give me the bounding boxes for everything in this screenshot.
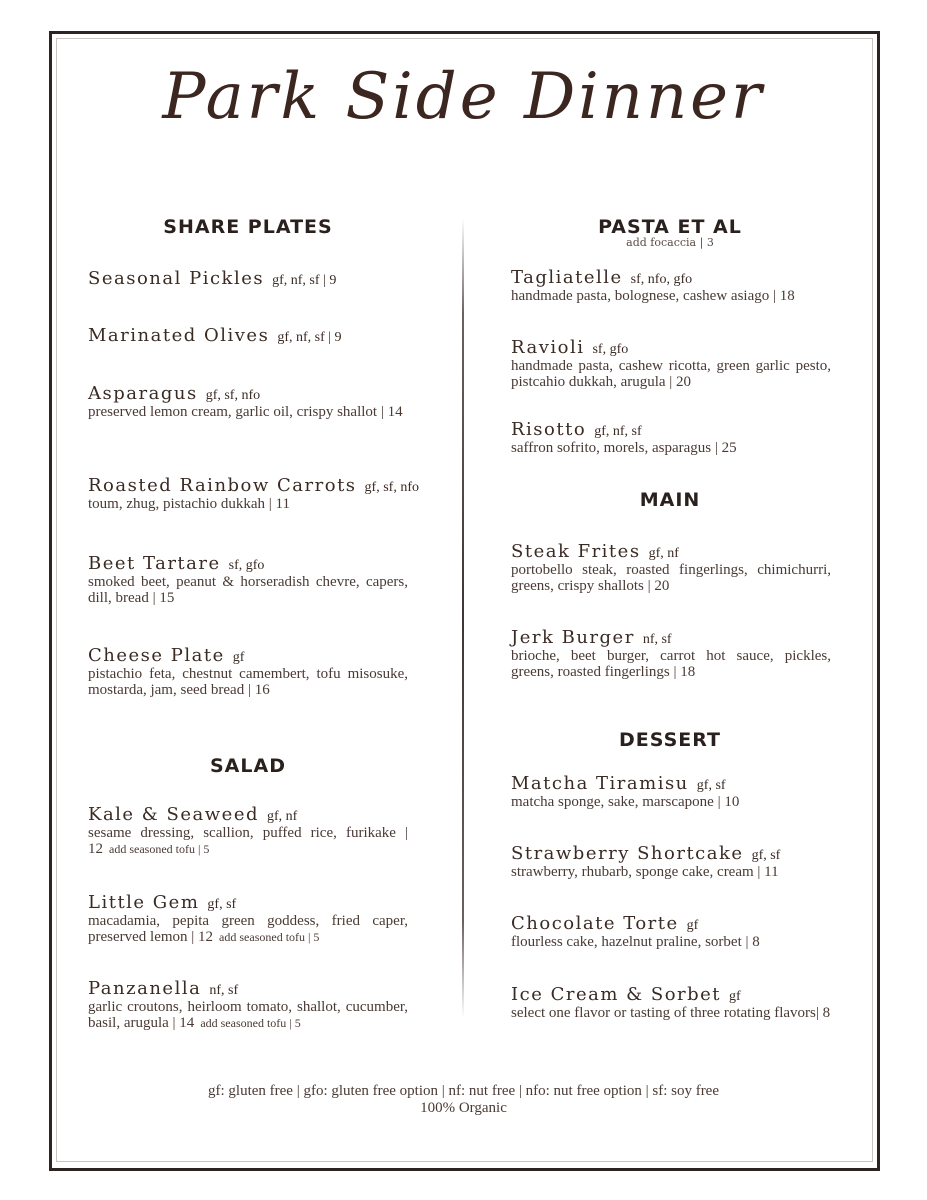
item-name: Chocolate Torte: [511, 913, 679, 934]
item-name: Asparagus: [88, 383, 198, 404]
menu-item: [511, 267, 831, 304]
menu-item: [88, 268, 408, 289]
item-tags: nf, sf: [209, 983, 239, 998]
menu-item: [88, 383, 408, 420]
item-description: [88, 999, 408, 1031]
menu-item: [511, 843, 831, 880]
heading-pasta: PASTA ET AL: [598, 216, 742, 238]
menu-item: [88, 475, 419, 512]
menu-item: [88, 892, 408, 945]
heading-salad: SALAD: [210, 755, 286, 777]
item-tags: gf, nf: [648, 546, 679, 561]
heading-share-plates: SHARE PLATES: [163, 216, 333, 238]
item-name: Beet Tartare: [88, 553, 221, 574]
item-tags: gf, sf: [696, 778, 726, 793]
item-description: brioche, beet burger, carrot hot sauce, pickles, greens, roasted fingerlings | 18: [511, 648, 831, 680]
item-description: select one flavor or tasting of three rotating flavors| 8: [511, 1005, 831, 1021]
item-tags: gf: [686, 918, 699, 933]
item-description: handmade pasta, cashew ricotta, green garlic pesto, pistcahio dukkah, arugula | 20: [511, 358, 831, 390]
item-description: pistachio feta, chestnut camembert, tofu misosuke, mostarda, jam, seed bread | 16: [88, 666, 408, 698]
menu-item: [88, 553, 408, 606]
item-name: Tagliatelle: [511, 267, 623, 288]
item-description: smoked beet, peanut & horseradish chevre, capers, dill, bread | 15: [88, 574, 408, 606]
item-tags: gf, nf, sf: [594, 424, 642, 439]
item-description: portobello steak, roasted fingerlings, chimichurri, greens, crispy shallots | 20: [511, 562, 831, 594]
item-name: Risotto: [511, 419, 587, 440]
item-description-text: sesame dressing, scallion, puffed rice, furikake | 12: [88, 825, 408, 857]
menu-item: [88, 325, 408, 346]
item-name: Jerk Burger: [511, 627, 635, 648]
menu-item: [511, 541, 831, 594]
menu-item: [88, 978, 408, 1031]
item-name: Cheese Plate: [88, 645, 225, 666]
item-description: [88, 825, 408, 857]
item-description: flourless cake, hazelnut praline, sorbet | 8: [511, 934, 760, 950]
item-name: Marinated Olives: [88, 325, 270, 346]
item-description: handmade pasta, bolognese, cashew asiago | 18: [511, 288, 795, 304]
item-tags: gf, sf, nfo: [205, 388, 261, 403]
item-addon: add seasoned tofu | 5: [109, 842, 210, 856]
item-name: Strawberry Shortcake: [511, 843, 744, 864]
menu-item: [511, 773, 831, 810]
item-tags: gf, nf: [267, 809, 298, 824]
item-description: preserved lemon cream, garlic oil, crispy shallot | 14: [88, 404, 403, 420]
heading-dessert: DESSERT: [619, 729, 721, 751]
item-addon: add seasoned tofu | 5: [219, 930, 320, 944]
item-tags: nf, sf: [642, 632, 672, 647]
item-description: [88, 913, 408, 945]
item-tags: sf, gfo: [228, 558, 265, 573]
item-tags: gf, sf, nfo: [364, 480, 419, 495]
menu-item: [511, 627, 831, 680]
item-name: Seasonal Pickles: [88, 268, 265, 289]
item-description-text: macadamia, pepita green goddess, fried caper, preserved lemon | 12: [88, 913, 408, 945]
item-name: Steak Frites: [511, 541, 641, 562]
menu-item: [88, 645, 408, 698]
column-divider: [462, 218, 464, 1018]
menu-item: [511, 337, 831, 390]
item-name: Little Gem: [88, 892, 200, 913]
menu-item: [511, 419, 831, 456]
item-tags: gf, nf, sf | 9: [277, 330, 342, 345]
item-description: strawberry, rhubarb, sponge cake, cream | 11: [511, 864, 779, 880]
menu-item: [511, 913, 831, 950]
item-name: Ravioli: [511, 337, 585, 358]
pasta-subheading: add focaccia | 3: [626, 236, 714, 249]
item-addon: add seasoned tofu | 5: [200, 1016, 301, 1030]
item-tags: gf: [232, 650, 245, 665]
item-name: Roasted Rainbow Carrots: [88, 475, 357, 496]
menu-title-text: Park Side Dinner: [162, 60, 765, 134]
item-tags: gf, sf: [751, 848, 781, 863]
footer-organic: 100% Organic: [420, 1100, 507, 1116]
item-tags: sf, gfo: [592, 342, 629, 357]
menu-item: [511, 984, 831, 1021]
menu-item: [88, 804, 408, 857]
heading-main: MAIN: [639, 489, 701, 511]
item-tags: gf: [729, 989, 741, 1004]
footer: [0, 1083, 927, 1117]
footer-legend: gf: gluten free | gfo: gluten free option | nf: nut free | nfo: nut free option | sf: soy free: [207, 1083, 720, 1099]
item-name: Kale & Seaweed: [88, 804, 260, 825]
item-name: Matcha Tiramisu: [511, 773, 689, 794]
item-name: Ice Cream & Sorbet: [511, 984, 722, 1005]
menu-title: [0, 60, 927, 134]
item-description: saffron sofrito, morels, asparagus | 25: [511, 440, 737, 456]
item-description-text: garlic croutons, heirloom tomato, shallot, cucumber, basil, arugula | 14: [88, 999, 408, 1031]
item-name: Panzanella: [88, 978, 202, 999]
item-description: toum, zhug, pistachio dukkah | 11: [88, 496, 291, 512]
item-tags: sf, nfo, gfo: [630, 272, 693, 287]
item-tags: gf, sf: [207, 897, 237, 912]
item-description: matcha sponge, sake, marscapone | 10: [511, 794, 740, 810]
item-tags: gf, nf, sf | 9: [272, 273, 337, 288]
